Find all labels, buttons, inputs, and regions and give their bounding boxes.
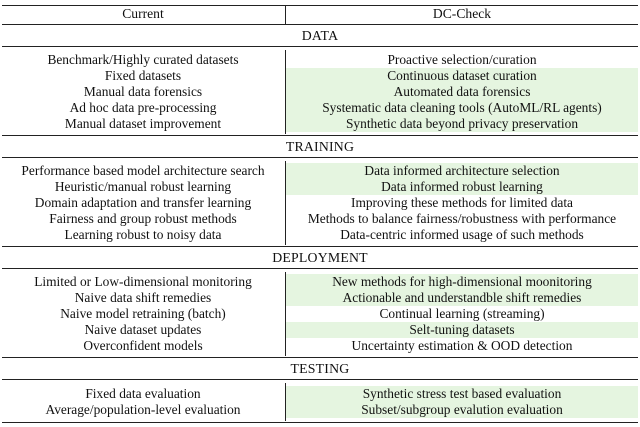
header-divider: [285, 5, 286, 24]
data-row-1-dccheck: Proactive selection/curation: [387, 52, 537, 67]
section-title-data: DATA: [301, 28, 339, 43]
testing-row-1-dccheck: Synthetic stress test based evaluation: [286, 386, 638, 402]
training-row-5-dccheck: Data-centric informed usage of such methods: [340, 227, 584, 242]
data-row-4-dccheck: Systematic data cleaning tools (AutoML/RL agents): [286, 100, 638, 116]
training-row-2-current: Heuristic/manual robust learning: [54, 179, 232, 194]
deployment-row-1-current: Limited or Low-dimensional monitoring: [34, 274, 252, 289]
data-row-4-current: Ad hoc data pre-processing: [69, 100, 217, 115]
section-rule-training-bottom: [2, 246, 638, 247]
training-row-5-current: Learning robust to noisy data: [64, 227, 222, 242]
training-row-3-dccheck: Improving these methods for limited data: [350, 195, 573, 210]
training-row-4-current: Fairness and group robust methods: [49, 211, 237, 226]
data-row-2-dccheck: Continuous dataset curation: [286, 68, 638, 84]
training-row-2-dccheck: Data informed robust learning: [286, 179, 638, 195]
header-dccheck: DC-Check: [432, 6, 492, 21]
deployment-row-4-dccheck: Selt-tuning datasets: [286, 322, 638, 338]
deployment-row-1-dccheck: New methods for high-dimensional moonitoring: [286, 274, 638, 290]
testing-row-2-current: Average/population-level evaluation: [45, 402, 241, 417]
data-row-5-current: Manual dataset improvement: [64, 116, 222, 131]
deployment-row-5-current: Overconfident models: [83, 338, 203, 353]
data-row-1-current: Benchmark/Highly curated datasets: [47, 52, 239, 67]
header-current: Current: [122, 6, 164, 21]
deployment-row-3-dccheck: Continual learning (streaming): [379, 306, 545, 321]
deployment-row-5-dccheck: Uncertainty estimation & OOD detection: [351, 338, 573, 353]
section-rule-training-top: [2, 157, 638, 158]
bottom-rule: [2, 422, 638, 423]
data-row-2-current: Fixed datasets: [104, 68, 182, 83]
section-title-deployment: DEPLOYMENT: [272, 250, 368, 265]
training-row-3-current: Domain adaptation and transfer learning: [34, 195, 252, 210]
deployment-row-4-current: Naive dataset updates: [84, 322, 202, 337]
deployment-row-2-current: Naive data shift remedies: [74, 290, 212, 305]
data-row-5-dccheck: Synthetic data beyond privacy preservation: [286, 116, 638, 132]
section-rule-data-bottom: [2, 135, 638, 136]
deployment-row-2-dccheck: Actionable and understandble shift remedies: [286, 290, 638, 306]
deployment-row-3-current: Naive model retraining (batch): [60, 306, 226, 321]
header-rule: [2, 24, 638, 25]
training-row-1-dccheck: Data informed architecture selection: [286, 163, 638, 179]
testing-row-2-dccheck: Subset/subgroup evalution evaluation: [286, 402, 638, 418]
section-title-testing: TESTING: [290, 361, 350, 376]
section-rule-deployment-top: [2, 268, 638, 269]
training-row-4-dccheck: Methods to balance fairness/robustness with performance: [307, 211, 617, 226]
data-row-3-dccheck: Automated data forensics: [286, 84, 638, 100]
section-title-training: TRAINING: [285, 139, 355, 154]
section-rule-testing-top: [2, 379, 638, 380]
training-row-1-current: Performance based model architecture search: [21, 163, 265, 178]
data-row-3-current: Manual data forensics: [83, 84, 203, 99]
section-rule-data-top: [2, 46, 638, 47]
section-rule-deployment-bottom: [2, 357, 638, 358]
testing-row-1-current: Fixed data evaluation: [85, 386, 201, 401]
